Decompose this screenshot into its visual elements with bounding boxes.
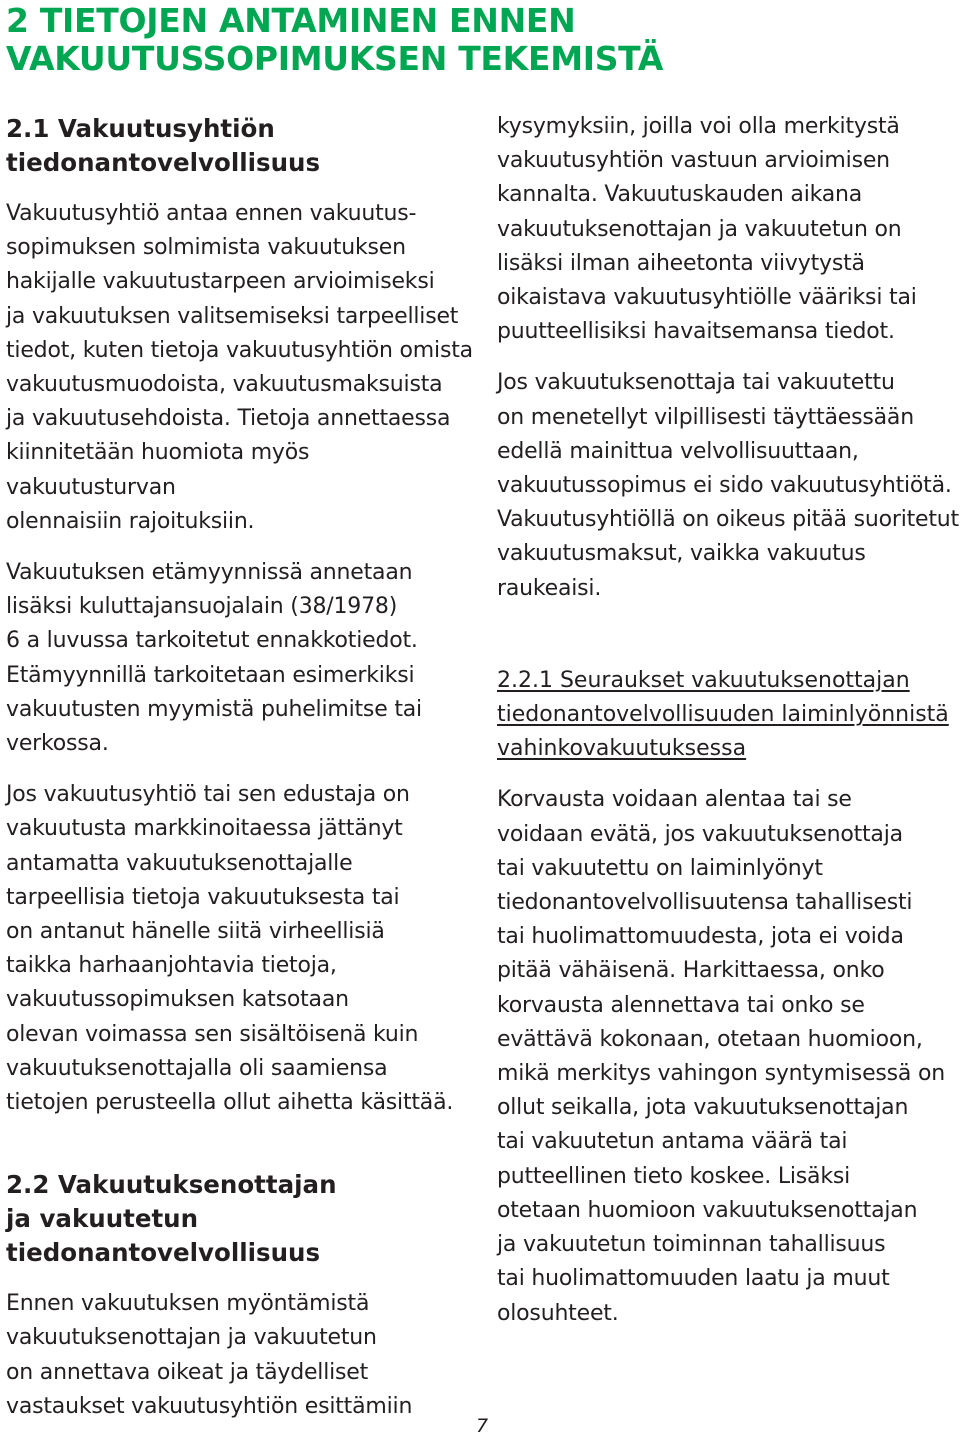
section-2-1-paragraph-1: Vakuutusyhtiö antaa ennen vakuutus- sopimuksen solmimista vakuutuksen hakijalle vakuutustarpeen arvioimiseksi ja vakuutuksen valitsemiseksi tarpeelliset tiedot, kuten tietoja vakuutusyhtiön omista vakuutusmuodoista, vakuutusmaksuista ja vakuutusehdoista. Tietoja annettaessa kiinnitetään huomiota myös vakuutusturvan olennaisiin rajoituksiin. (6, 201, 473, 534)
section-2-2-paragraph-2: kysymyksiin, joilla voi olla merkitystä vakuutusyhtiön vastuun arvioimisen kannalta. Vakuutuskauden aikana vakuutuksenottajan ja vakuutetun on lisäksi ilman aiheetonta viivytystä oikaistava vakuutusyhtiölle vääriksi tai puutteellisiksi havaitsemansa tiedot. (497, 114, 917, 345)
section-2-2-1-paragraph: Korvausta voidaan alentaa tai se voidaan evätä, jos vakuutuksenottaja tai vakuutettu on laiminlyönyt tiedonantovelvollisuutensa tahallisesti tai huolimattomuudesta, jota ei voida pitää vähäisenä. Harkittaessa, onko korvausta alennettava tai onko se evättävä kokonaan, otetaan huomioon, mikä merkitys vahingon syntymisessä on ollut seikalla, jota vakuutuksenottajan tai vakuutetun antama väärä tai putteellinen tieto koskee. Lisäksi otetaan huomioon vakuutuksenottajan ja vakuutetun toiminnan tahallisuus tai huolimattomuuden laatu ja muut olosuhteet. (497, 787, 946, 1326)
page-number: 7 (475, 1415, 489, 1437)
section-2-2-1-heading: 2.2.1 Seuraukset vakuutuksenottajan tiedonantovelvollisuuden laiminlyönnistä vahinkovakuutuksessa (497, 667, 949, 762)
section-2-2-heading: 2.2 Vakuutuksenottajan ja vakuutetun tiedonantovelvollisuus (6, 1170, 337, 1268)
section-2-2-paragraph-1: Ennen vakuutuksen myöntämistä vakuutuksenottajan ja vakuutetun on annettava oikeat ja täydelliset vastaukset vakuutusyhtiön esittämiin (6, 1291, 413, 1419)
section-2-1-heading: 2.1 Vakuutusyhtiön tiedonantovelvollisuus (6, 114, 321, 177)
left-column (6, 110, 474, 1424)
right-column (497, 110, 959, 1331)
section-2-1-paragraph-3: Jos vakuutusyhtiö tai sen edustaja on vakuutusta markkinoitaessa jättänyt antamatta vakuutuksenottajalle tarpeellisia tietoja vakuutuksesta tai on antanut hänelle siitä virheellisiä taikka harhaanjohtavia tietoja, vakuutussopimuksen katsotaan olevan voimassa sen sisältöisenä kuin vakuutuksenottajalla oli saamiensa tietojen perusteella ollut aihetta käsittää. (6, 782, 454, 1116)
chapter-title: 2 TIETOJEN ANTAMINEN ENNEN VAKUUTUSSOPIMUKSEN TEKEMISTÄ (6, 1, 664, 78)
section-2-1-paragraph-2: Vakuutuksen etämyynnissä annetaan lisäksi kuluttajansuojalain (38/1978) 6 a luvussa tarkoitetut ennakkotiedot. Etämyynnillä tarkoitetaan esimerkiksi vakuutusten myymistä puhelimitse tai verkossa. (6, 560, 422, 757)
section-2-2-paragraph-3: Jos vakuutuksenottaja tai vakuutettu on menetellyt vilpillisesti täyttäessään edellä mainittua velvollisuuttaan, vakuutussopimus ei sido vakuutusyhtiötä. Vakuutusyhtiöllä on oikeus pitää suoritetut vakuutusmaksut, vaikka vakuutus raukeaisi. (497, 370, 959, 601)
